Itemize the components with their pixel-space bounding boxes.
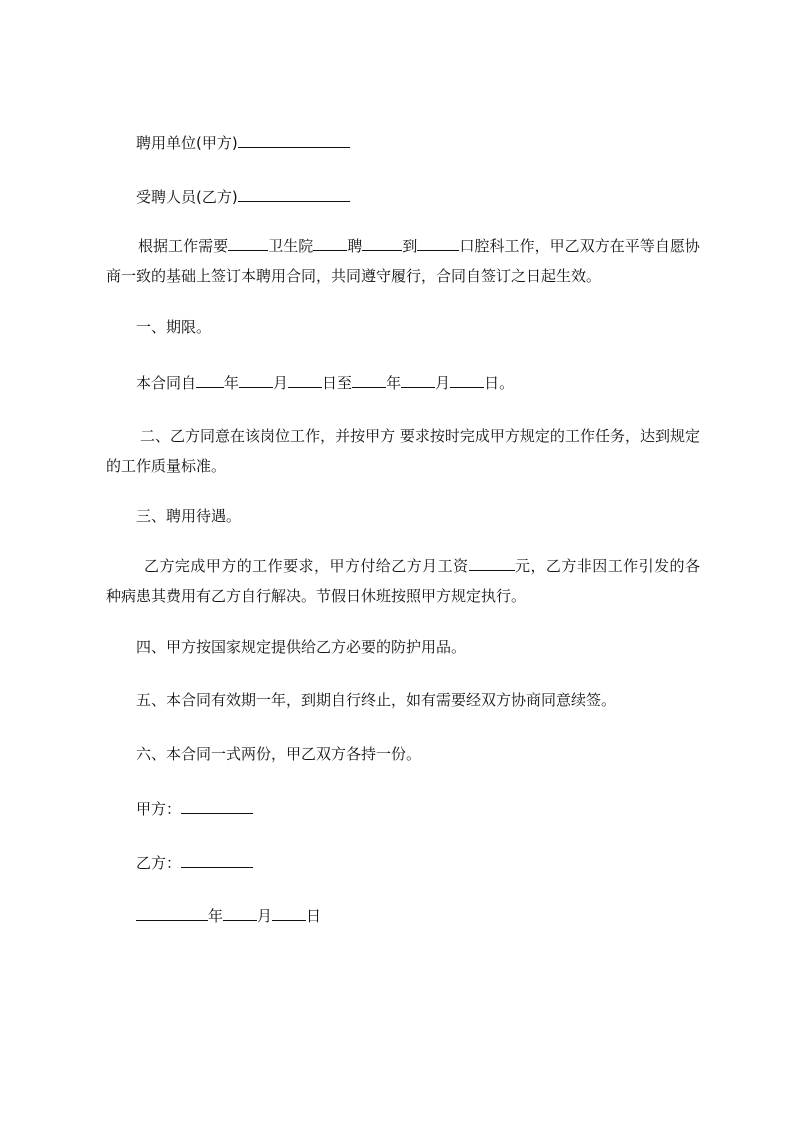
employee-blank: [238, 185, 350, 202]
section4-paragraph: 四、甲方按国家规定提供给乙方必要的防护用品。: [136, 638, 467, 656]
party-b-signature-line: [136, 851, 253, 873]
term-day2: 日。: [484, 374, 515, 392]
term-year1: 年: [224, 374, 240, 392]
intro-text-3: 聘: [347, 237, 363, 255]
date-line: [136, 904, 321, 926]
party-a-signature-line: [136, 797, 253, 819]
term-month1: 月: [273, 374, 289, 392]
date-year: 年: [208, 907, 224, 925]
employee-line: [136, 185, 350, 207]
term-day2-blank: [450, 371, 484, 388]
term-month2-blank: [401, 371, 435, 388]
term-month1-blank: [239, 371, 273, 388]
date-year-blank: [136, 904, 208, 921]
term-day-to: 日至: [322, 374, 353, 392]
intro-text-4: 到: [402, 237, 418, 255]
intro-paragraph: [106, 231, 700, 291]
term-year2-blank: [352, 371, 386, 388]
section6-paragraph: 六、本合同一式两份，甲乙双方各持一份。: [136, 745, 422, 763]
section2-paragraph: 二、乙方同意在该岗位工作，并按甲方 要求按时完成甲方规定的工作任务，达到规定的工作质量标准。: [106, 427, 700, 475]
employer-label: 聘用单位(甲方): [136, 134, 238, 152]
intro-blank-4: [417, 234, 459, 251]
date-month: 月: [257, 907, 273, 925]
employer-blank: [238, 131, 350, 148]
term-year2: 年: [386, 374, 402, 392]
section1-heading: 一、期限。: [136, 318, 212, 336]
intro-blank-1: [228, 234, 268, 251]
date-day: 日: [306, 907, 322, 925]
party-a-label: 甲方：: [136, 800, 182, 818]
intro-text-1: 根据工作需要: [138, 237, 229, 255]
salary-paragraph: [106, 551, 700, 611]
term-line: [136, 371, 514, 393]
employer-line: [136, 131, 350, 153]
salary-text-1: 乙方完成甲方的工作要求，甲方付给乙方月工资: [144, 557, 469, 575]
term-prefix: 本合同自: [136, 374, 197, 392]
date-month-blank: [223, 904, 257, 921]
salary-text-2: 元，乙方非因工作引发的各种病患其费用有乙方自行解决。节假日休班按照甲方规定执行。: [106, 557, 700, 605]
intro-text-5: 口腔科工作，甲乙双方在平等自愿协商一致的基础上签订本聘用合同，共同遵守履行，合同自签订之日起生效。: [106, 237, 700, 285]
section5-paragraph: 五、本合同有效期一年，到期自行终止，如有需要经双方协商同意续签。: [136, 691, 617, 709]
intro-blank-3: [362, 234, 402, 251]
section3-heading: 三、聘用待遇。: [136, 507, 242, 525]
term-year1-blank: [196, 371, 224, 388]
intro-text-2: 卫生院: [268, 237, 314, 255]
intro-blank-2: [313, 234, 347, 251]
party-a-blank: [181, 797, 253, 814]
term-day1-blank: [288, 371, 322, 388]
term-month2: 月: [435, 374, 451, 392]
party-b-blank: [181, 851, 253, 868]
employee-label: 受聘人员(乙方): [136, 188, 238, 206]
salary-blank: [469, 554, 515, 571]
date-day-blank: [272, 904, 306, 921]
party-b-label: 乙方：: [136, 854, 182, 872]
